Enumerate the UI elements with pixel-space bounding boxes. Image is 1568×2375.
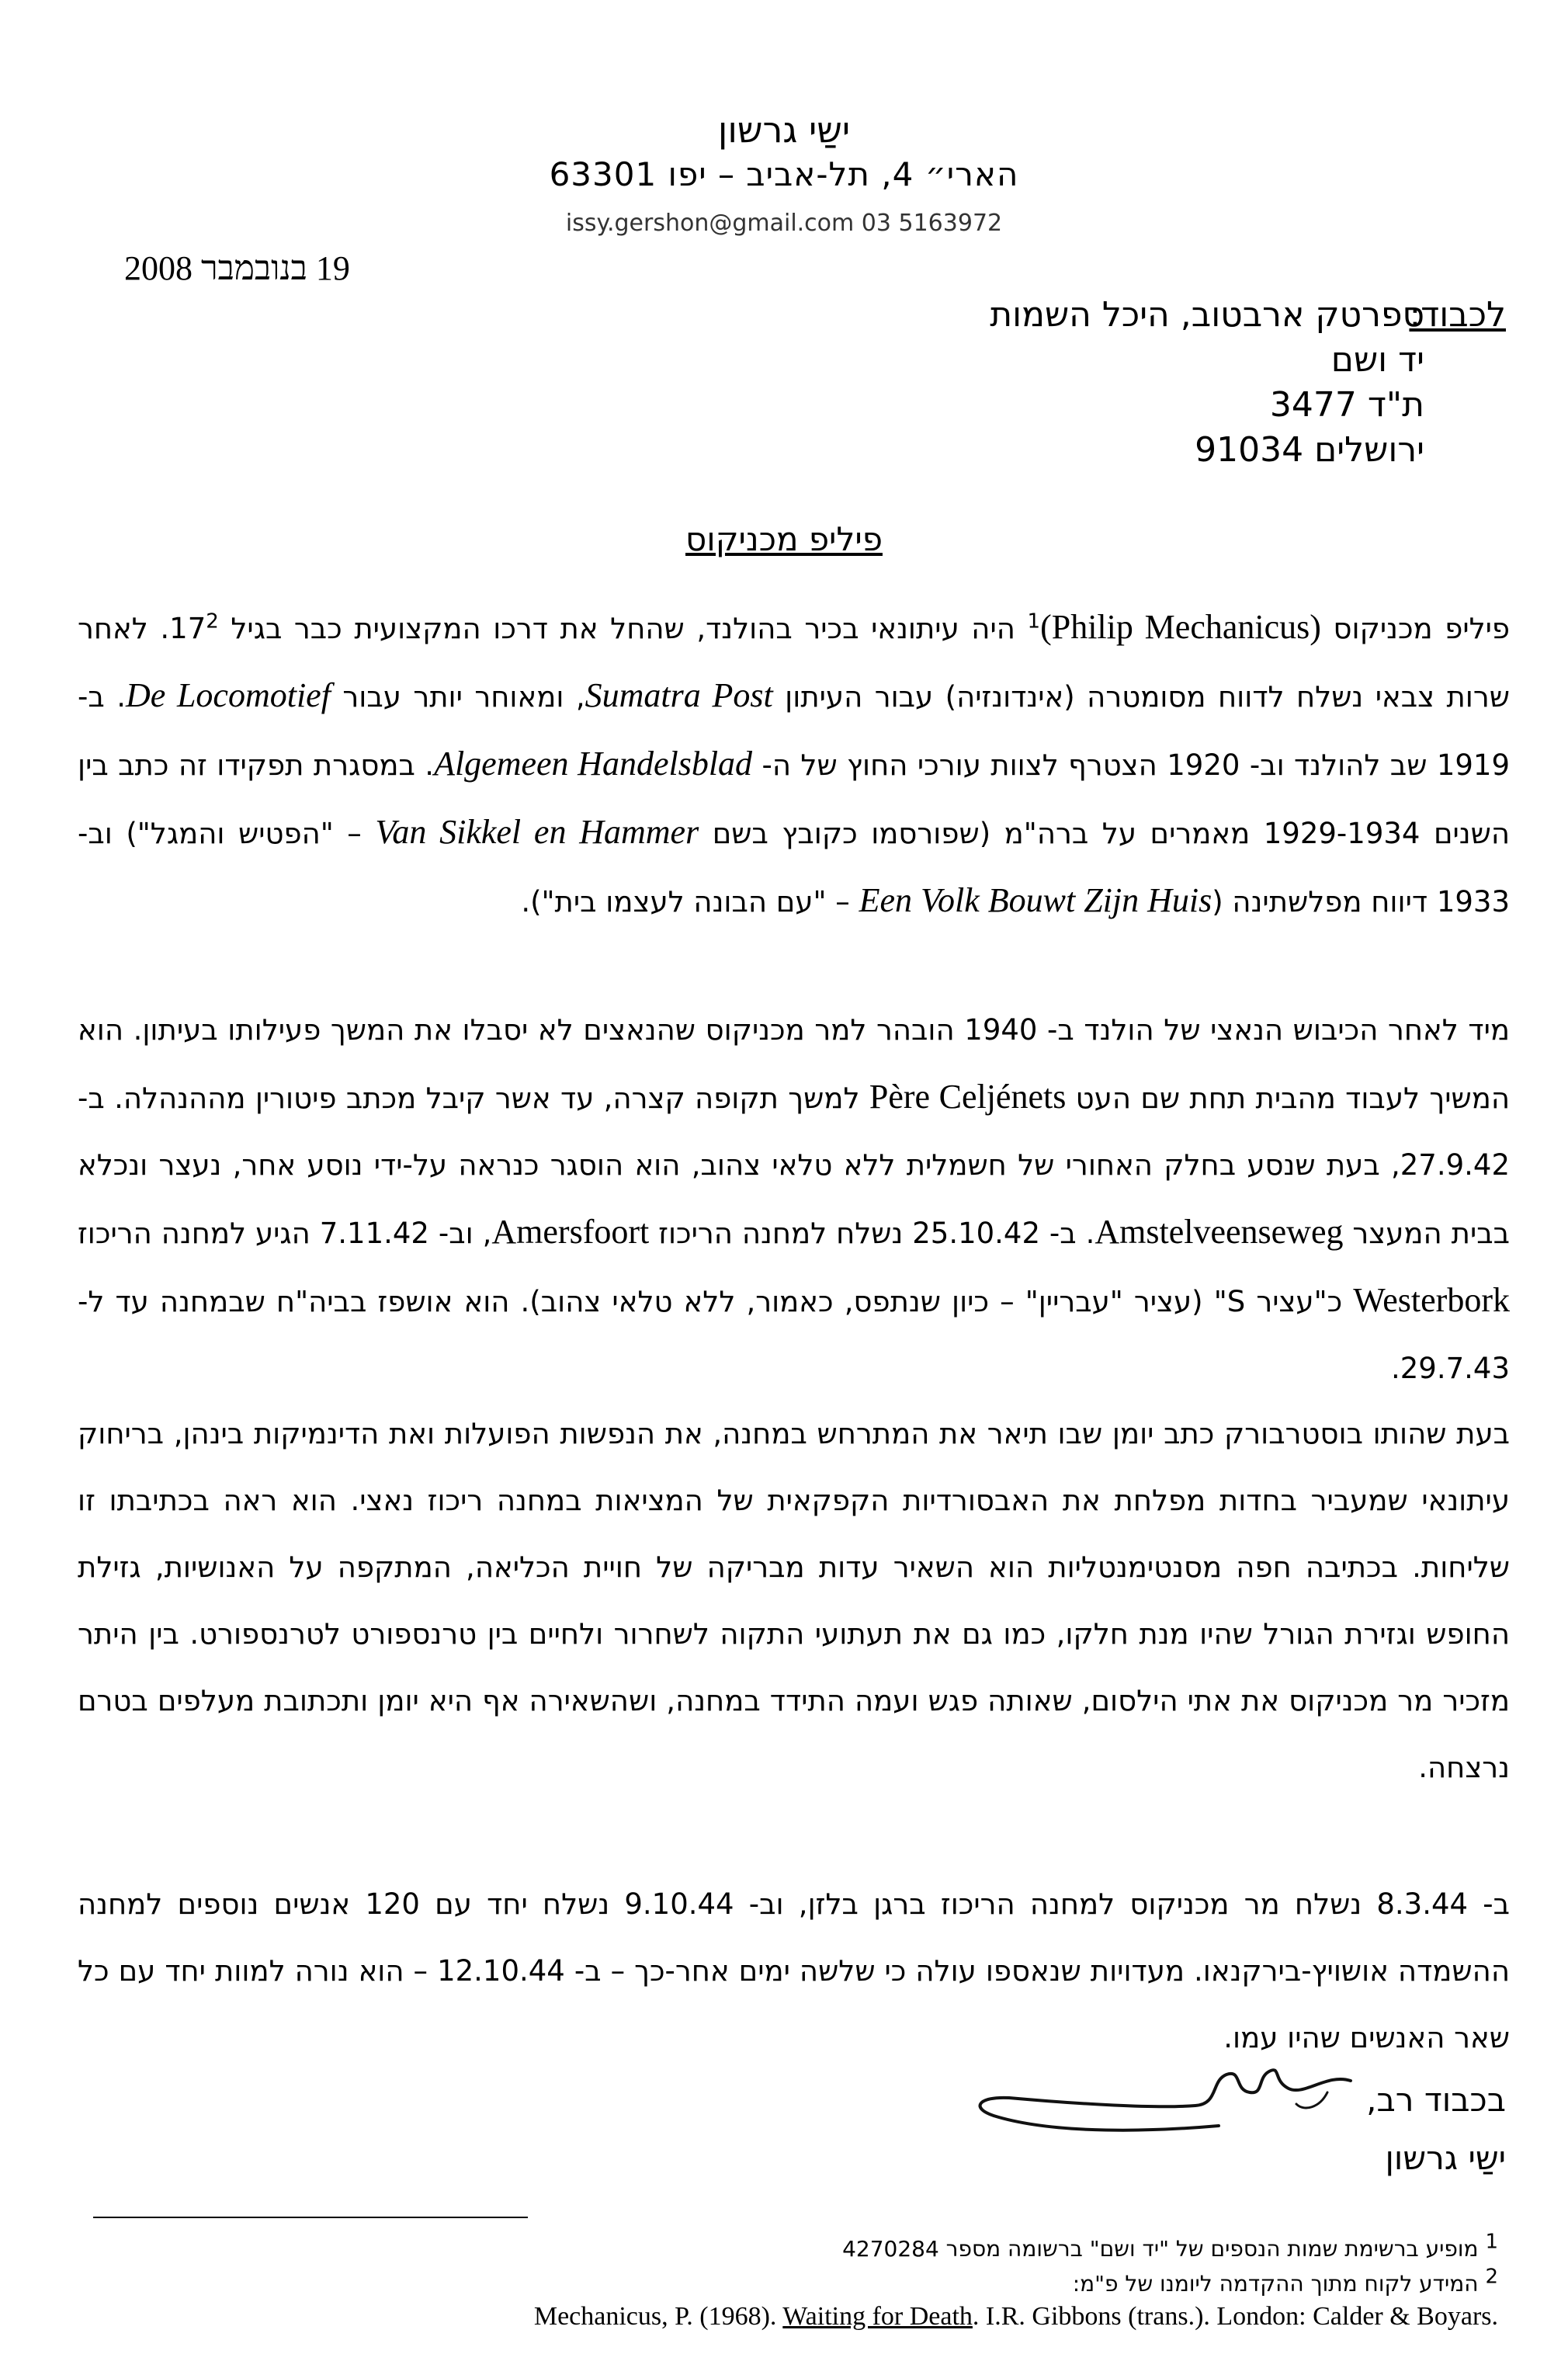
paragraph-2 (78, 997, 1510, 1402)
p1-english-name: (Philip Mechanicus) (1040, 608, 1321, 646)
letter-subject: פיליפ מכניקוס (685, 520, 883, 558)
ref-author: Mechanicus, P. (1968). (533, 2302, 783, 2331)
p1-text-e: . ב- 1919 שב להולנד וב- 1920 הצטרף לצוות עורכי החוץ של ה- (78, 680, 1510, 782)
footnote-1-marker: 1 (1485, 2230, 1498, 2254)
paragraph-3: בעת שהותו בוסטרבורק כתב יומן שבו תיאר את המתרחש במחנה, את הנפשות הפועלות ואת הדינמיקות בינהן, בריחוק עיתונאי שמעביר בחדות מפלחת את האבסורדיות הקפקאית של המציאות במחנה ריכוז נאצי. הוא ראה בכתיבתו זו שליחות. בכתיבה חפה מסנטימנטליות הוא השאיר עדות מבריקה של חויית הכליאה, המתקפה על האנושיות, גזילת החופש וגזירת הגורל שהיו מנת חלקו, כמו גם את תעתועי התקוה לשחרור ולחיים בין טרנספורט לטרנספורט. בין היתר מזכיר מר מכניקוס את אתי הילסום, שאותה פגש ועמה התידד במחנה, ושהשאירה אף היא יומן ותכתובת מעלפים בטרם נרצחה. (78, 1417, 1510, 1784)
p1-text-f: . במסגרת תפקידו זה כתב בין השנים 1929-1934 מאמרים על ברה"מ (שפורסמו כקובץ בשם (78, 748, 1511, 850)
recipient-line-3: ת"ד 3477 (1269, 385, 1424, 425)
footnote-2 (1072, 2265, 1498, 2297)
p2-text-a: מיד לאחר הכיבוש הנאצי של הולנד ב- 1940 הובהר למר מכניקוס שהנאצים לא יסבלו את המשך פעילותו בעיתון. הוא המשיך לעבוד מהבית תחת שם העט (78, 1013, 1511, 1115)
p1-text-a: פיליפ מכניקוס (1320, 612, 1511, 645)
footnote-1-text: מופיע ברשימת שמות הנספים של "יד ושם" ברשומה מספר 4270284 (842, 2236, 1479, 2262)
p2-pen-name: Père Celjénets (869, 1078, 1067, 1116)
p2-prison-name: Amstelveenseweg (1094, 1213, 1344, 1251)
p1-newspaper-2: De Locomotief (125, 676, 331, 714)
p1-text-d: , ומאוחר יותר עבור (330, 680, 585, 714)
footnote-ref-1: 1 (1027, 609, 1041, 634)
recipient-line-4: ירושלים 91034 (1195, 430, 1424, 470)
letterhead-contact: issy.gershon@gmail.com 03 5163972 (565, 210, 1003, 237)
letterhead-address: הארי״ 4, תל-אביב – יפו 63301 (549, 155, 1019, 193)
paragraph-1 (78, 594, 1510, 936)
p1-book-2: Een Volk Bouwt Zijn Huis (859, 881, 1212, 919)
closing-name: ישַי גרשון (1385, 2139, 1506, 2177)
letterhead-name: ישַי גרשון (717, 109, 851, 151)
footnote-ref-2: 2 (206, 609, 219, 634)
p2-text-d: , וב- 7.11.42 הגיע למחנה הריכוז (78, 1217, 492, 1250)
recipient-label: לכבוד: (1409, 295, 1506, 335)
footnote-2-marker: 2 (1485, 2265, 1498, 2289)
p1-newspaper-3: Algemeen Handelsblad (434, 745, 753, 783)
p1-book-1: Van Sikkel en Hammer (375, 813, 699, 851)
footnote-separator (93, 2217, 528, 2218)
p2-camp-2: Westerbork (1353, 1281, 1510, 1319)
handwritten-signature (963, 2050, 1366, 2166)
paragraph-4: ב- 8.3.44 נשלח מר מכניקוס למחנה הריכוז ברגן בלזן, וב- 9.10.44 נשלח יחד עם 120 אנשים נוספים למחנה ההשמדה אושויץ-בירקנאו. מעדויות שנאספו עולה כי שלשה ימים אחר-כך – ב- 12.10.44 – הוא נורה למוות יחד עם כל שאר האנשים שהיו עמו. (78, 1887, 1510, 2054)
closing-regards: בכבוד רב, (1366, 2081, 1506, 2119)
ref-title: Waiting for Death (782, 2302, 973, 2331)
p2-camp-1: Amersfoort (491, 1213, 650, 1251)
p1-text-b: היה עיתונאי בכיר בהולנד, שהחל את דרכו המקצועית כבר בגיל 17 (169, 612, 1028, 645)
letter-date: 19 בנובמבר 2008 (124, 249, 350, 287)
recipient-line-1: ספרטק ארבטוב, היכל השמות (990, 295, 1424, 335)
footnote-2-text: המידע לקוח מתוך ההקדמה ליומנו של פ"מ: (1072, 2271, 1479, 2297)
footnote-2-reference (534, 2302, 1498, 2332)
ref-publisher: . I.R. Gibbons (trans.). London: Calder & Boyars. (972, 2302, 1498, 2331)
recipient-line-2: יד ושם (1330, 340, 1424, 380)
p2-text-b: למשך תקופה קצרה, עד אשר קיבל מכתב פיטורין מההנהלה. ב- 27.9.42, בעת שנסע בחלק האחורי של חשמלית ללא טלאי צהוב, הוא הוסגר כנראה על-ידי נוסע אחר, נעצר ונכלא בבית המעצר (78, 1082, 1510, 1250)
p1-text-g: – "הפטיש והמגל") וב- 1933 דיווח מפלשתינה ( (78, 817, 1510, 918)
p1-text-c: . לאחר שרות צבאי נשלח לדווח מסומטרה (אינדונזיה) עבור העיתון (78, 612, 1510, 714)
footnote-1 (842, 2230, 1498, 2262)
p1-newspaper-1: Sumatra Post (585, 676, 773, 714)
p2-text-c: . ב- 25.10.42 נשלח למחנה הריכוז (649, 1217, 1095, 1250)
p2-text-e: כ"עציר S" (עציר "עבריין" – כיון שנתפס, כאמור, ללא טלאי צהוב). הוא אושפז בביה"ח שבמחנה עד ל- 29.7.43. (78, 1285, 1510, 1385)
p1-text-h: – "עם הבונה לעצמו בית"). (521, 885, 859, 918)
